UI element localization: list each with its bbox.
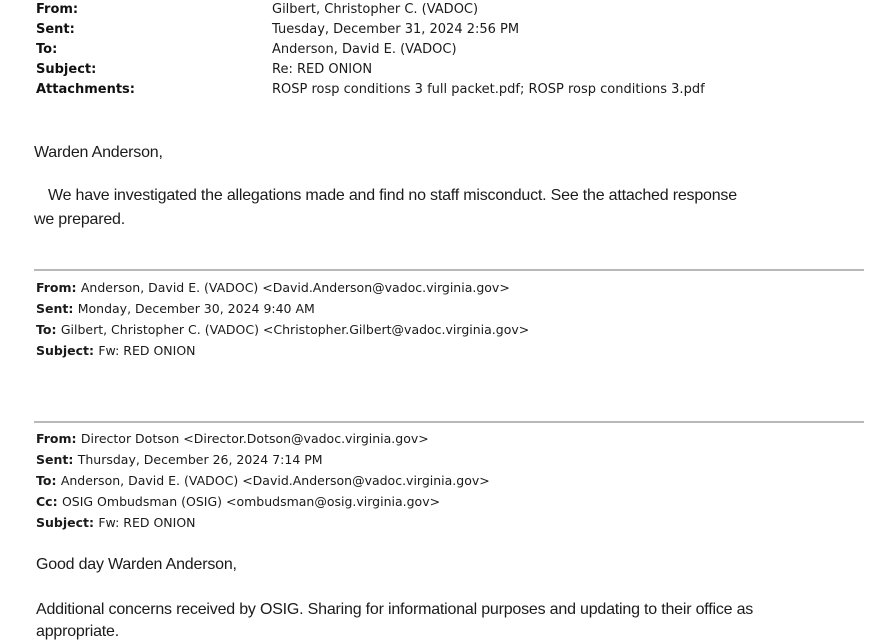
attachments-label: Attachments: xyxy=(36,82,135,97)
message-header xyxy=(36,0,705,100)
from-value: Gilbert, Christopher C. (VADOC) xyxy=(272,2,479,17)
cc-label: Cc: xyxy=(36,494,62,509)
header-subject-row xyxy=(36,60,705,80)
header-sent-row xyxy=(36,20,705,40)
sent-label: Sent: xyxy=(36,452,78,467)
sent-label: Sent: xyxy=(36,301,78,316)
body-line: appropriate. xyxy=(36,623,119,640)
subject-label: Subject: xyxy=(36,62,97,77)
body-line: We have investigated the allegations made and find no staff misconduct. See the attached response xyxy=(48,187,737,204)
body-line: we prepared. xyxy=(34,211,125,228)
fwd-subject-row xyxy=(36,512,490,533)
header-to-row xyxy=(36,40,705,60)
header-attachments-row xyxy=(36,80,705,100)
sent-label: Sent: xyxy=(36,22,75,37)
subject-label: Subject: xyxy=(36,343,99,358)
from-label: From: xyxy=(36,2,79,17)
to-label: To: xyxy=(36,42,58,57)
fwd-to-row xyxy=(36,319,529,340)
greeting: Warden Anderson, xyxy=(34,144,163,161)
from-value: Director Dotson <Director.Dotson@vadoc.virginia.gov> xyxy=(80,431,429,446)
from-label: From: xyxy=(36,280,81,295)
fwd-sent-row xyxy=(36,449,490,470)
fwd-sent-row xyxy=(36,298,529,319)
message-divider xyxy=(34,421,864,423)
to-value: Anderson, David E. (VADOC) xyxy=(272,42,457,57)
fwd-to-row xyxy=(36,470,490,491)
attachments-value: ROSP rosp conditions 3 full packet.pdf; ROSP rosp conditions 3.pdf xyxy=(272,82,705,97)
subject-value: Fw: RED ONION xyxy=(98,343,196,358)
sent-value: Tuesday, December 31, 2024 2:56 PM xyxy=(272,22,520,37)
fwd-subject-row xyxy=(36,340,529,361)
sent-value: Monday, December 30, 2024 9:40 AM xyxy=(77,301,315,316)
forwarded-header xyxy=(36,428,490,533)
subject-label: Subject: xyxy=(36,515,99,530)
to-value: Gilbert, Christopher C. (VADOC) <Christopher.Gilbert@vadoc.virginia.gov> xyxy=(60,322,530,337)
greeting: Good day Warden Anderson, xyxy=(36,556,237,573)
fwd-from-row xyxy=(36,277,529,298)
body-line: Additional concerns received by OSIG. Sharing for informational purposes and updating to their office as xyxy=(36,601,754,618)
to-label: To: xyxy=(36,473,61,488)
message-divider xyxy=(34,269,864,271)
fwd-cc-row xyxy=(36,491,490,512)
forwarded-header xyxy=(36,277,529,361)
to-value: Anderson, David E. (VADOC) <David.Anderson@vadoc.virginia.gov> xyxy=(60,473,490,488)
fwd-from-row xyxy=(36,428,490,449)
to-label: To: xyxy=(36,322,61,337)
sent-value: Thursday, December 26, 2024 7:14 PM xyxy=(77,452,323,467)
subject-value: Re: RED ONION xyxy=(272,62,373,77)
from-label: From: xyxy=(36,431,81,446)
header-from-row xyxy=(36,0,705,20)
cc-value: OSIG Ombudsman (OSIG) <ombudsman@osig.virginia.gov> xyxy=(61,494,441,509)
from-value: Anderson, David E. (VADOC) <David.Anderson@vadoc.virginia.gov> xyxy=(80,280,510,295)
subject-value: Fw: RED ONION xyxy=(98,515,196,530)
